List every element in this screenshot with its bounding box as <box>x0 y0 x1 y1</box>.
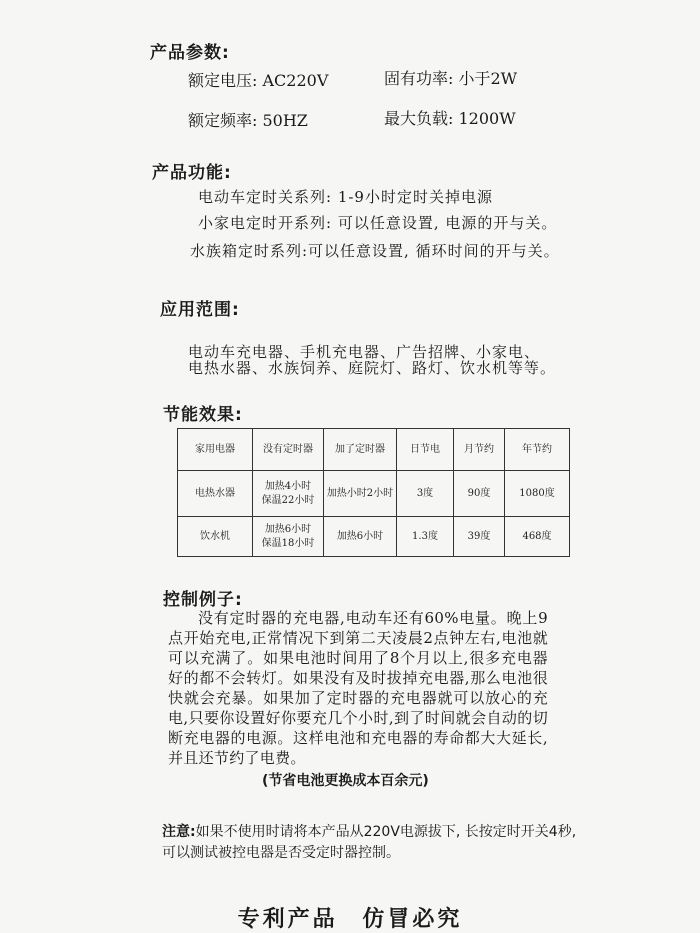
patent-footer: 专利产品 仿冒必究 <box>237 907 463 932</box>
col-no-timer: 没有定时器 <box>253 429 324 471</box>
col-yearly: 年节约 <box>505 429 570 471</box>
no-timer-heat: 加热4小时 <box>264 480 312 492</box>
table-header-row <box>178 429 570 471</box>
cell-appliance: 电热水器 <box>178 471 253 517</box>
table-row <box>178 517 570 557</box>
energy-saving-table <box>177 428 570 557</box>
rated-frequency: 额定频率: 50HZ <box>188 111 308 130</box>
max-load: 最大负载: 1200W <box>384 109 516 128</box>
no-timer-heat: 加热6小时 <box>264 523 312 535</box>
cell-with-timer: 加热6小时 <box>324 517 397 557</box>
cell-no-timer <box>253 471 324 517</box>
function-item: 电动车定时关系列: 1-9小时定时关掉电源 <box>198 188 493 206</box>
example-text: 没有定时器的充电器,电动车还有60%电量。晚上9点开始充电,正常情况下到第二天凌晨2点钟左右,电池就可以充满了。如果电池时间用了8个月以上,很多充电器好的都不会转灯。如果没有及时拔掉充电器,那么电池很快就会充暴。如果加了定时器的充电器就可以放心的充电,只要你设置好你要充几个小时,到了时间就会自动的切断充电器的电源。这样电池和充电器的寿命都大大延长,并且还节约了电费。 <box>168 609 548 767</box>
example-heading: 控制例子: <box>163 590 243 610</box>
no-timer-keep: 保温18小时 <box>261 537 315 549</box>
col-appliance: 家用电器 <box>178 429 253 471</box>
notice-label: 注意: <box>162 824 196 840</box>
cell-yearly: 1080度 <box>505 471 570 517</box>
cell-yearly: 468度 <box>505 517 570 557</box>
cell-appliance: 饮水机 <box>178 517 253 557</box>
function-item: 水族箱定时系列:可以任意设置, 循环时间的开与关。 <box>190 242 560 260</box>
function-item: 小家电定时开系列: 可以任意设置, 电源的开与关。 <box>198 214 558 232</box>
inherent-power: 固有功率: 小于2W <box>384 69 518 88</box>
effect-heading: 节能效果: <box>163 405 243 425</box>
saving-note: (节省电池更换成本百余元) <box>262 773 429 789</box>
cell-monthly: 90度 <box>454 471 505 517</box>
col-daily: 日节电 <box>397 429 454 471</box>
cell-daily: 3度 <box>397 471 454 517</box>
notice <box>162 822 582 864</box>
scope-line: 电热水器、水族饲养、庭院灯、路灯、饮水机等等。 <box>188 359 557 377</box>
functions-heading: 产品功能: <box>152 163 232 183</box>
cell-daily: 1.3度 <box>397 517 454 557</box>
no-timer-keep: 保温22小时 <box>261 494 315 506</box>
scope-heading: 应用范围: <box>160 300 240 320</box>
cell-monthly: 39度 <box>454 517 505 557</box>
params-heading: 产品参数: <box>150 43 230 63</box>
rated-voltage: 额定电压: AC220V <box>188 71 329 90</box>
scope-line: 电动车充电器、手机充电器、广告招牌、小家电、 <box>188 343 541 361</box>
col-monthly: 月节约 <box>454 429 505 471</box>
col-with-timer: 加了定时器 <box>324 429 397 471</box>
example-paragraph <box>168 608 548 768</box>
cell-with-timer: 加热小时2小时 <box>324 471 397 517</box>
cell-no-timer <box>253 517 324 557</box>
table-row <box>178 471 570 517</box>
notice-text: 如果不使用时请将本产品从220V电源拔下, 长按定时开关4秒, 可以测试被控电器是否受定时器控制。 <box>162 824 577 861</box>
